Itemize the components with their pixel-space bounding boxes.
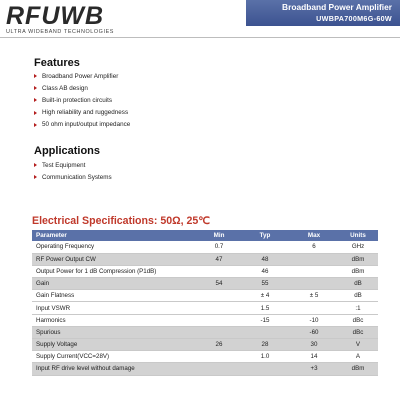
cell-units: dBm <box>338 363 378 375</box>
cell-min <box>198 302 240 314</box>
table-row <box>32 339 378 351</box>
table-row <box>32 302 378 314</box>
product-title: Broadband Power Amplifier <box>282 2 392 12</box>
cell-max: 14 <box>290 351 338 363</box>
cell-typ: 1.5 <box>240 302 290 314</box>
cell-min: 26 <box>198 339 240 351</box>
cell-max: 30 <box>290 339 338 351</box>
applications-list <box>34 159 112 183</box>
list-item <box>34 159 112 171</box>
cell-typ: 55 <box>240 278 290 290</box>
col-header-max: Max <box>290 230 338 241</box>
list-item-text: 50 ohm input/output impedance <box>42 121 131 129</box>
header-divider <box>0 37 400 38</box>
cell-typ <box>240 326 290 338</box>
cell-typ: 1.0 <box>240 351 290 363</box>
specs-heading: Electrical Specifications: 50Ω, 25℃ <box>32 215 211 227</box>
cell-max <box>290 302 338 314</box>
list-item-text: Test Equipment <box>42 161 86 169</box>
cell-parameter: RF Power Output CW <box>32 253 198 265</box>
list-item <box>34 171 112 183</box>
col-header-parameter: Parameter <box>32 230 198 241</box>
list-item <box>34 94 130 106</box>
cell-typ: ± 4 <box>240 290 290 302</box>
table-row <box>32 363 378 375</box>
bullet-arrow-icon <box>34 74 37 78</box>
table-row <box>32 326 378 338</box>
cell-max: -60 <box>290 326 338 338</box>
cell-parameter: Supply Voltage <box>32 339 198 351</box>
list-item <box>34 119 130 131</box>
cell-typ: 46 <box>240 265 290 277</box>
cell-units: dB <box>338 278 378 290</box>
cell-max <box>290 253 338 265</box>
list-item-text: Built-in protection circuits <box>42 96 112 104</box>
cell-min: 47 <box>198 253 240 265</box>
cell-typ <box>240 241 290 253</box>
cell-typ: 48 <box>240 253 290 265</box>
cell-units: :1 <box>338 302 378 314</box>
table-row <box>32 241 378 253</box>
logo-wordmark: RFUWB <box>6 2 105 30</box>
logo-tagline: ULTRA WIDEBAND TECHNOLOGIES <box>6 29 114 35</box>
col-header-units: Units <box>338 230 378 241</box>
cell-units: GHz <box>338 241 378 253</box>
cell-units: dB <box>338 290 378 302</box>
table-row <box>32 253 378 265</box>
list-item <box>34 82 130 94</box>
table-row <box>32 351 378 363</box>
bullet-arrow-icon <box>34 98 37 102</box>
cell-typ <box>240 363 290 375</box>
cell-typ: 28 <box>240 339 290 351</box>
cell-parameter: Output Power for 1 dB Compression (P1dB) <box>32 265 198 277</box>
list-item-text: Broadband Power Amplifier <box>42 72 119 80</box>
cell-parameter: Supply Current(VCC=28V) <box>32 351 198 363</box>
part-number: UWBPA700M6G-60W <box>316 14 392 23</box>
cell-min <box>198 351 240 363</box>
company-logo <box>6 3 114 35</box>
features-heading: Features <box>34 57 80 69</box>
bullet-arrow-icon <box>34 175 37 179</box>
cell-min <box>198 314 240 326</box>
features-list <box>34 70 130 131</box>
cell-min <box>198 326 240 338</box>
cell-parameter: Spurious <box>32 326 198 338</box>
cell-max: -10 <box>290 314 338 326</box>
cell-min <box>198 265 240 277</box>
bullet-arrow-icon <box>34 123 37 127</box>
page-header <box>0 0 400 40</box>
col-header-min: Min <box>198 230 240 241</box>
list-item-text: Class AB design <box>42 84 88 92</box>
cell-min: 54 <box>198 278 240 290</box>
cell-units: A <box>338 351 378 363</box>
cell-parameter: Operating Frequency <box>32 241 198 253</box>
cell-units: V <box>338 339 378 351</box>
cell-units: dBm <box>338 253 378 265</box>
applications-heading: Applications <box>34 145 101 157</box>
cell-parameter: Input VSWR <box>32 302 198 314</box>
col-header-typ: Typ <box>240 230 290 241</box>
list-item-text: Communication Systems <box>42 173 112 181</box>
specs-header-row <box>32 230 378 241</box>
table-row <box>32 314 378 326</box>
table-row <box>32 265 378 277</box>
cell-min <box>198 363 240 375</box>
bullet-arrow-icon <box>34 86 37 90</box>
bullet-arrow-icon <box>34 163 37 167</box>
list-item <box>34 107 130 119</box>
cell-parameter: Input RF drive level without damage <box>32 363 198 375</box>
cell-max: ± 5 <box>290 290 338 302</box>
cell-parameter: Gain <box>32 278 198 290</box>
specs-table <box>32 230 378 376</box>
cell-units: dBm <box>338 265 378 277</box>
cell-units: dBc <box>338 314 378 326</box>
table-row <box>32 290 378 302</box>
cell-max <box>290 265 338 277</box>
cell-max <box>290 278 338 290</box>
bullet-arrow-icon <box>34 111 37 115</box>
cell-max: +3 <box>290 363 338 375</box>
cell-parameter: Harmonics <box>32 314 198 326</box>
list-item-text: High reliability and ruggedness <box>42 109 129 117</box>
table-row <box>32 278 378 290</box>
cell-units: dBc <box>338 326 378 338</box>
list-item <box>34 70 130 82</box>
product-title-banner <box>246 0 400 26</box>
cell-min: 0.7 <box>198 241 240 253</box>
cell-max: 6 <box>290 241 338 253</box>
cell-parameter: Gain Flatness <box>32 290 198 302</box>
cell-min <box>198 290 240 302</box>
cell-typ: -15 <box>240 314 290 326</box>
